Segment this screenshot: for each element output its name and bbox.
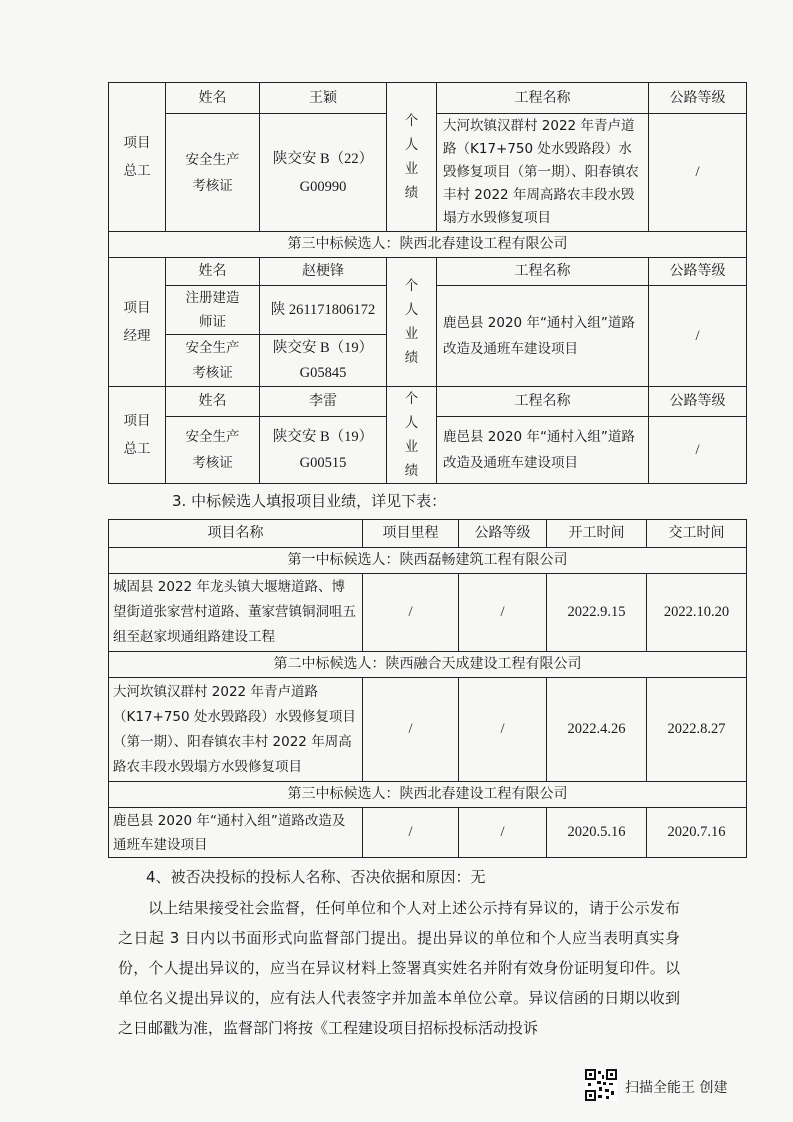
role-cell: 项目 总工	[109, 83, 166, 232]
project-name: 鹿邑县 2020 年“通村入组”道路改造及通班车建设项目	[109, 808, 363, 858]
road-grade: /	[649, 417, 747, 484]
personnel-table	[108, 82, 747, 484]
project-name: 大河坎镇汉群村 2022 年青卢道路（K17+750 处水毁路段）水毁修复项目（第一期）、阳春镇农丰村 2022 年周高路农丰段水毁塌方水毁修复项目	[437, 114, 649, 232]
project-mileage: /	[363, 678, 459, 782]
road-grade: /	[649, 286, 747, 387]
project-name: 大河坎镇汉群村 2022 年青卢道路（K17+750 处水毁路段）水毁修复项目（第一期）、阳春镇农丰村 2022 年周高路农丰段水毁塌方水毁修复项目	[109, 678, 363, 782]
header-project-name: 项目名称	[109, 520, 363, 548]
candidate-row: 第三中标候选人：陕西北春建设工程有限公司	[109, 232, 747, 258]
person-name: 王颖	[260, 83, 387, 114]
performance-table	[108, 519, 747, 858]
public-notice-paragraph: 以上结果接受社会监督，任何单位和个人对上述公示持有异议的，请于公示发布之日起 3 日内以书面形式向监督部门提出。提出异议的单位和个人应当表明真实身份，个人提出异议的，应当在异议材料上签署真实姓名并附有效身份证明复印件。以单位名义提出异议的，应有法人代表签字并加盖本单位公章。异议信函的日期以收到之日邮戳为准，监督部门将按《工程建设项目招标投标活动投诉	[118, 899, 680, 1037]
cert-value: 陕 261171806172	[260, 286, 387, 335]
scanner-watermark	[585, 1069, 727, 1105]
project-mileage: /	[363, 574, 459, 652]
header-mileage: 项目里程	[363, 520, 459, 548]
road-grade: /	[459, 808, 547, 858]
start-date: 2022.4.26	[547, 678, 647, 782]
name-label: 姓名	[166, 83, 260, 114]
cert-value: 陕交安 B（19） G00515	[260, 417, 387, 484]
project-name: 鹿邑县 2020 年“通村入组”道路改造及通班车建设项目	[437, 417, 649, 484]
role-cell: 项目 总工	[109, 387, 166, 484]
road-grade: /	[649, 114, 747, 232]
person-name: 李雷	[260, 387, 387, 417]
road-grade-header: 公路等级	[649, 258, 747, 286]
item-4-rejected-bidders: 4、被否决投标的投标人名称、否决依据和原因：无	[146, 868, 486, 886]
personal-performance-label: 个 人 业 绩	[387, 258, 437, 387]
project-name: 城固县 2022 年龙头镇大堰塘道路、博望街道张家营村道路、董家营镇铜洞咀五组至赵家坝通组路建设工程	[109, 574, 363, 652]
scanner-credit: 扫描全能王 创建	[625, 1080, 728, 1096]
end-date: 2022.8.27	[647, 678, 747, 782]
project-name-header: 工程名称	[437, 83, 649, 114]
cert-label: 安全生产 考核证	[166, 114, 260, 232]
end-date: 2022.10.20	[647, 574, 747, 652]
personal-performance-label: 个 人 业 绩	[387, 387, 437, 484]
cert-value: 陕交安 B（22） G00990	[260, 114, 387, 232]
header-end: 交工时间	[647, 520, 747, 548]
project-mileage: /	[363, 808, 459, 858]
name-label: 姓名	[166, 258, 260, 286]
header-start: 开工时间	[547, 520, 647, 548]
road-grade-header: 公路等级	[649, 83, 747, 114]
end-date: 2020.7.16	[647, 808, 747, 858]
road-grade-header: 公路等级	[649, 387, 747, 417]
personal-performance-label: 个 人 业 绩	[387, 83, 437, 232]
cert-label: 安全生产 考核证	[166, 417, 260, 484]
cert-label: 注册建造 师证	[166, 286, 260, 335]
candidate-row: 第一中标候选人：陕西磊畅建筑工程有限公司	[109, 548, 747, 574]
section-3-title: 3. 中标候选人填报项目业绩，详见下表：	[172, 492, 447, 510]
qr-code-icon	[585, 1069, 617, 1105]
start-date: 2022.9.15	[547, 574, 647, 652]
cert-label: 安全生产 考核证	[166, 335, 260, 387]
cert-value: 陕交安 B（19） G05845	[260, 335, 387, 387]
person-name: 赵梗锋	[260, 258, 387, 286]
role-cell: 项目 经理	[109, 258, 166, 387]
road-grade: /	[459, 678, 547, 782]
project-name: 鹿邑县 2020 年“通村入组”道路改造及通班车建设项目	[437, 286, 649, 387]
project-name-header: 工程名称	[437, 258, 649, 286]
start-date: 2020.5.16	[547, 808, 647, 858]
road-grade: /	[459, 574, 547, 652]
project-name-header: 工程名称	[437, 387, 649, 417]
name-label: 姓名	[166, 387, 260, 417]
candidate-row: 第三中标候选人：陕西北春建设工程有限公司	[109, 782, 747, 808]
candidate-row: 第二中标候选人：陕西融合天成建设工程有限公司	[109, 652, 747, 678]
header-grade: 公路等级	[459, 520, 547, 548]
